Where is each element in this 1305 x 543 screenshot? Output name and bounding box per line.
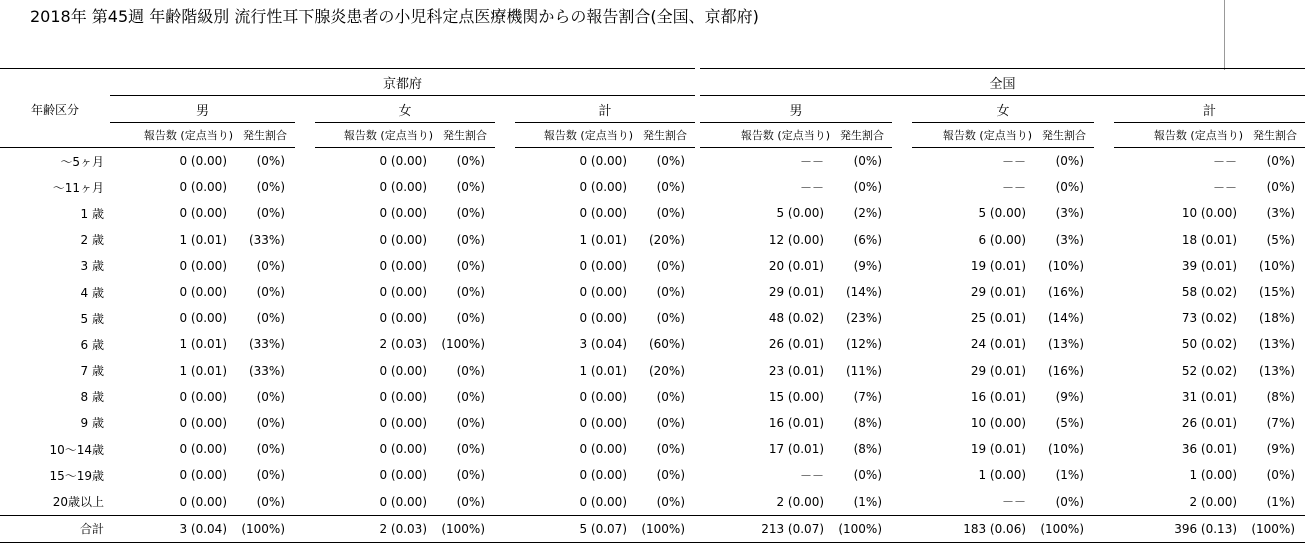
count-cell: 0 (0.00) — [579, 415, 627, 430]
count-cell: 0 (0.00) — [379, 389, 427, 404]
ratio-cell: (0%) — [256, 154, 285, 169]
ratio-cell: (0%) — [256, 389, 285, 404]
ratio-cell: (1%) — [1266, 494, 1296, 509]
table-row — [0, 174, 1305, 200]
count-cell: 0 (0.00) — [379, 363, 427, 378]
count-cell: 29 (0.01) — [970, 285, 1027, 300]
count-cell: －－ — [800, 180, 825, 195]
ratio-cell: (23%) — [845, 311, 883, 326]
ratio-cell: (0%) — [656, 206, 686, 221]
ratio-cell: (0%) — [456, 154, 485, 169]
count-cell: 0 (0.00) — [179, 494, 227, 509]
count-cell: 0 (0.00) — [179, 180, 227, 195]
subheader-ratio: 発生割合 — [435, 123, 495, 148]
ratio-cell: (0%) — [656, 389, 686, 404]
count-cell: 1 (0.01) — [179, 337, 227, 352]
ratio-cell: (60%) — [648, 337, 686, 352]
ratio-cell: (0%) — [456, 363, 485, 378]
count-cell: 5 (0.07) — [515, 515, 635, 542]
count-cell: 0 (0.00) — [379, 232, 427, 247]
age-cell: ～5ヶ月 — [60, 154, 104, 169]
count-cell: －－ — [1213, 154, 1238, 169]
ratio-cell: (9%) — [853, 258, 883, 273]
ratio-cell: (8%) — [1266, 389, 1296, 404]
count-cell: 17 (0.01) — [768, 442, 825, 457]
count-cell: 26 (0.01) — [768, 337, 825, 352]
count-cell: 0 (0.00) — [179, 206, 227, 221]
header-age-label: 年齢区分 — [30, 102, 79, 117]
header-region-national: 全国 — [700, 69, 1305, 96]
count-cell: 15 (0.00) — [768, 389, 825, 404]
ratio-cell: (7%) — [1266, 415, 1296, 430]
ratio-cell: (10%) — [1047, 442, 1085, 457]
count-cell: 0 (0.00) — [579, 442, 627, 457]
subheader-count: 報告数 (定点当り) — [110, 123, 235, 148]
age-cell: 10～14歳 — [49, 442, 104, 457]
count-cell: 50 (0.02) — [1181, 337, 1238, 352]
count-cell: 183 (0.06) — [912, 515, 1034, 542]
ratio-cell: (0%) — [456, 494, 485, 509]
ratio-cell: (0%) — [1266, 468, 1296, 483]
ratio-cell: (6%) — [853, 232, 883, 247]
ratio-cell: (0%) — [1266, 180, 1296, 195]
ratio-cell: (10%) — [1047, 258, 1085, 273]
ratio-cell: (5%) — [1055, 415, 1085, 430]
count-cell: 1 (0.01) — [179, 363, 227, 378]
ratio-cell: (100%) — [435, 515, 495, 542]
count-cell: 3 (0.04) — [110, 515, 235, 542]
count-cell: 1 (0.01) — [579, 232, 627, 247]
ratio-cell: (7%) — [853, 389, 883, 404]
ratio-cell: (0%) — [256, 206, 285, 221]
count-cell: 0 (0.00) — [379, 285, 427, 300]
ratio-cell: (0%) — [853, 180, 883, 195]
count-cell: 0 (0.00) — [579, 154, 627, 169]
age-cell: 9 歳 — [80, 416, 104, 431]
count-cell: 0 (0.00) — [179, 442, 227, 457]
ratio-cell: (0%) — [1055, 180, 1085, 195]
count-cell: 213 (0.07) — [700, 515, 832, 542]
count-cell: －－ — [800, 154, 825, 169]
count-cell: 5 (0.00) — [978, 206, 1027, 221]
header-national-total: 計 — [1114, 96, 1305, 123]
table-row — [0, 488, 1305, 515]
ratio-cell: (0%) — [656, 494, 686, 509]
count-cell: 0 (0.00) — [179, 415, 227, 430]
ratio-cell: (0%) — [456, 258, 485, 273]
count-cell: 52 (0.02) — [1181, 363, 1238, 378]
table-row — [0, 410, 1305, 436]
right-border — [1224, 0, 1225, 70]
ratio-cell: (9%) — [1055, 389, 1085, 404]
count-cell: －－ — [1002, 495, 1027, 510]
count-cell: 3 (0.04) — [579, 337, 627, 352]
subheader-count: 報告数 (定点当り) — [315, 123, 435, 148]
count-cell: －－ — [1002, 154, 1027, 169]
count-cell: 29 (0.01) — [970, 363, 1027, 378]
count-cell: 0 (0.00) — [179, 468, 227, 483]
ratio-cell: (2%) — [853, 206, 883, 221]
count-cell: 2 (0.03) — [315, 515, 435, 542]
ratio-cell: (0%) — [656, 311, 686, 326]
count-cell: －－ — [1213, 180, 1238, 195]
count-cell: 31 (0.01) — [1181, 389, 1238, 404]
ratio-cell: (1%) — [853, 494, 883, 509]
header-corner — [0, 69, 110, 96]
header-kyoto-male: 男 — [110, 96, 295, 123]
ratio-cell: (0%) — [256, 494, 285, 509]
ratio-cell: (33%) — [248, 363, 285, 378]
age-cell: 2 歳 — [80, 233, 104, 248]
count-cell: 0 (0.00) — [179, 389, 227, 404]
age-cell: 4 歳 — [80, 285, 104, 300]
table-row — [0, 279, 1305, 305]
header-kyoto-total: 計 — [515, 96, 695, 123]
subheader-ratio: 発生割合 — [235, 123, 295, 148]
table-row — [0, 358, 1305, 384]
age-cell: 5 歳 — [80, 311, 104, 326]
age-cell: 8 歳 — [80, 390, 104, 405]
count-cell: 0 (0.00) — [179, 154, 227, 169]
ratio-cell: (33%) — [248, 232, 285, 247]
ratio-cell: (100%) — [1034, 515, 1094, 542]
count-cell: 23 (0.01) — [768, 363, 825, 378]
table-row — [0, 227, 1305, 253]
count-cell: 39 (0.01) — [1181, 258, 1238, 273]
count-cell: 58 (0.02) — [1181, 285, 1238, 300]
ratio-cell: (0%) — [456, 442, 485, 457]
count-cell: 1 (0.01) — [179, 232, 227, 247]
ratio-cell: (14%) — [845, 285, 883, 300]
age-cell: 20歳以上 — [52, 495, 104, 510]
ratio-cell: (0%) — [656, 415, 686, 430]
ratio-cell: (0%) — [656, 154, 686, 169]
table-row — [0, 200, 1305, 226]
count-cell: 26 (0.01) — [1181, 415, 1238, 430]
ratio-cell: (0%) — [456, 468, 485, 483]
table-row — [0, 253, 1305, 279]
subheader-count: 報告数 (定点当り) — [700, 123, 832, 148]
header-national-female: 女 — [912, 96, 1094, 123]
ratio-cell: (0%) — [256, 258, 285, 273]
count-cell: 20 (0.01) — [768, 258, 825, 273]
count-cell: 24 (0.01) — [970, 337, 1027, 352]
subheader-ratio: 発生割合 — [635, 123, 695, 148]
ratio-cell: (0%) — [256, 442, 285, 457]
age-cell: ～11ヶ月 — [52, 180, 104, 195]
count-cell: 10 (0.00) — [1181, 206, 1238, 221]
count-cell: 48 (0.02) — [768, 311, 825, 326]
table-row — [0, 331, 1305, 357]
ratio-cell: (0%) — [656, 258, 686, 273]
header-region-kyoto: 京都府 — [110, 69, 695, 96]
age-cell: 3 歳 — [80, 259, 104, 274]
ratio-cell: (9%) — [1266, 442, 1296, 457]
count-cell: 0 (0.00) — [179, 258, 227, 273]
ratio-cell: (8%) — [853, 442, 883, 457]
ratio-cell: (11%) — [845, 363, 883, 378]
count-cell: 2 (0.03) — [379, 337, 427, 352]
ratio-cell: (13%) — [1258, 337, 1296, 352]
ratio-cell: (10%) — [1258, 258, 1296, 273]
ratio-cell: (33%) — [248, 337, 285, 352]
ratio-cell: (0%) — [456, 285, 485, 300]
count-cell: 5 (0.00) — [776, 206, 825, 221]
ratio-cell: (13%) — [1047, 337, 1085, 352]
age-cell: 7 歳 — [80, 364, 104, 379]
report-table — [0, 68, 1305, 543]
ratio-cell: (100%) — [635, 515, 695, 542]
table-row — [0, 384, 1305, 410]
count-cell: 73 (0.02) — [1181, 311, 1238, 326]
ratio-cell: (3%) — [1055, 232, 1085, 247]
ratio-cell: (0%) — [456, 180, 485, 195]
ratio-cell: (1%) — [1055, 468, 1085, 483]
count-cell: 0 (0.00) — [379, 206, 427, 221]
count-cell: 16 (0.01) — [970, 389, 1027, 404]
ratio-cell: (12%) — [845, 337, 883, 352]
ratio-cell: (0%) — [853, 154, 883, 169]
count-cell: 0 (0.00) — [579, 285, 627, 300]
count-cell: 0 (0.00) — [379, 154, 427, 169]
count-cell: 12 (0.00) — [768, 232, 825, 247]
ratio-cell: (0%) — [256, 285, 285, 300]
count-cell: 0 (0.00) — [579, 494, 627, 509]
count-cell: 0 (0.00) — [579, 311, 627, 326]
count-cell: 19 (0.01) — [970, 258, 1027, 273]
ratio-cell: (0%) — [656, 180, 686, 195]
ratio-cell: (0%) — [256, 415, 285, 430]
ratio-cell: (0%) — [256, 468, 285, 483]
ratio-cell: (18%) — [1258, 311, 1296, 326]
ratio-cell: (0%) — [1055, 494, 1085, 509]
age-cell: 1 歳 — [80, 206, 104, 221]
ratio-cell: (0%) — [456, 232, 485, 247]
count-cell: 19 (0.01) — [970, 442, 1027, 457]
ratio-cell: (0%) — [656, 285, 686, 300]
age-cell: 6 歳 — [80, 337, 104, 352]
count-cell: 18 (0.01) — [1181, 232, 1238, 247]
count-cell: 0 (0.00) — [579, 180, 627, 195]
count-cell: 10 (0.00) — [970, 415, 1027, 430]
ratio-cell: (0%) — [456, 206, 485, 221]
ratio-cell: (100%) — [1245, 515, 1305, 542]
ratio-cell: (0%) — [456, 389, 485, 404]
ratio-cell: (100%) — [832, 515, 892, 542]
ratio-cell: (13%) — [1258, 363, 1296, 378]
count-cell: 0 (0.00) — [579, 468, 627, 483]
ratio-cell: (100%) — [441, 337, 485, 352]
page-title: 2018年 第45週 年齢階級別 流行性耳下腺炎患者の小児科定点医療機関からの報告割合(全国、京都府) — [30, 7, 759, 26]
ratio-cell: (20%) — [648, 363, 686, 378]
ratio-cell: (16%) — [1047, 363, 1085, 378]
count-cell: 36 (0.01) — [1181, 442, 1238, 457]
subheader-count: 報告数 (定点当り) — [912, 123, 1034, 148]
age-cell: 15～19歳 — [49, 468, 104, 483]
ratio-cell: (15%) — [1258, 285, 1296, 300]
table-row — [0, 462, 1305, 488]
ratio-cell: (0%) — [456, 311, 485, 326]
count-cell: 1 (0.01) — [579, 363, 627, 378]
header-kyoto-female: 女 — [315, 96, 495, 123]
count-cell: 396 (0.13) — [1114, 515, 1245, 542]
ratio-cell: (0%) — [256, 311, 285, 326]
subheader-ratio: 発生割合 — [832, 123, 892, 148]
ratio-cell: (0%) — [853, 468, 883, 483]
ratio-cell: (0%) — [1055, 154, 1085, 169]
count-cell: 2 (0.00) — [1189, 494, 1238, 509]
count-cell: 0 (0.00) — [579, 258, 627, 273]
count-cell: 29 (0.01) — [768, 285, 825, 300]
ratio-cell: (0%) — [656, 442, 686, 457]
count-cell: 0 (0.00) — [379, 258, 427, 273]
ratio-cell: (0%) — [656, 468, 686, 483]
header-national-male: 男 — [700, 96, 892, 123]
count-cell: 1 (0.00) — [978, 468, 1027, 483]
count-cell: 16 (0.01) — [768, 415, 825, 430]
ratio-cell: (5%) — [1266, 232, 1296, 247]
subheader-ratio: 発生割合 — [1034, 123, 1094, 148]
ratio-cell: (20%) — [648, 232, 686, 247]
count-cell: －－ — [800, 468, 825, 483]
table-row — [0, 148, 1305, 175]
ratio-cell: (0%) — [1266, 154, 1296, 169]
count-cell: 1 (0.00) — [1189, 468, 1238, 483]
age-cell: 合計 — [0, 515, 110, 542]
ratio-cell: (16%) — [1047, 285, 1085, 300]
count-cell: 0 (0.00) — [579, 206, 627, 221]
count-cell: 0 (0.00) — [179, 311, 227, 326]
table-row — [0, 436, 1305, 462]
count-cell: 2 (0.00) — [776, 494, 825, 509]
ratio-cell: (0%) — [256, 180, 285, 195]
count-cell: 0 (0.00) — [379, 311, 427, 326]
count-cell: 0 (0.00) — [179, 285, 227, 300]
ratio-cell: (14%) — [1047, 311, 1085, 326]
ratio-cell: (8%) — [853, 415, 883, 430]
count-cell: 0 (0.00) — [379, 494, 427, 509]
table-row — [0, 305, 1305, 331]
subheader-count: 報告数 (定点当り) — [515, 123, 635, 148]
subheader-count: 報告数 (定点当り) — [1114, 123, 1245, 148]
subheader-ratio: 発生割合 — [1245, 123, 1305, 148]
count-cell: 0 (0.00) — [379, 468, 427, 483]
count-cell: 6 (0.00) — [978, 232, 1027, 247]
ratio-cell: (100%) — [235, 515, 295, 542]
count-cell: 0 (0.00) — [379, 180, 427, 195]
count-cell: 0 (0.00) — [379, 415, 427, 430]
ratio-cell: (3%) — [1055, 206, 1085, 221]
count-cell: 0 (0.00) — [379, 442, 427, 457]
count-cell: 25 (0.01) — [970, 311, 1027, 326]
ratio-cell: (3%) — [1266, 206, 1296, 221]
count-cell: 0 (0.00) — [579, 389, 627, 404]
count-cell: －－ — [1002, 180, 1027, 195]
ratio-cell: (0%) — [456, 415, 485, 430]
table-total-row — [0, 515, 1305, 542]
